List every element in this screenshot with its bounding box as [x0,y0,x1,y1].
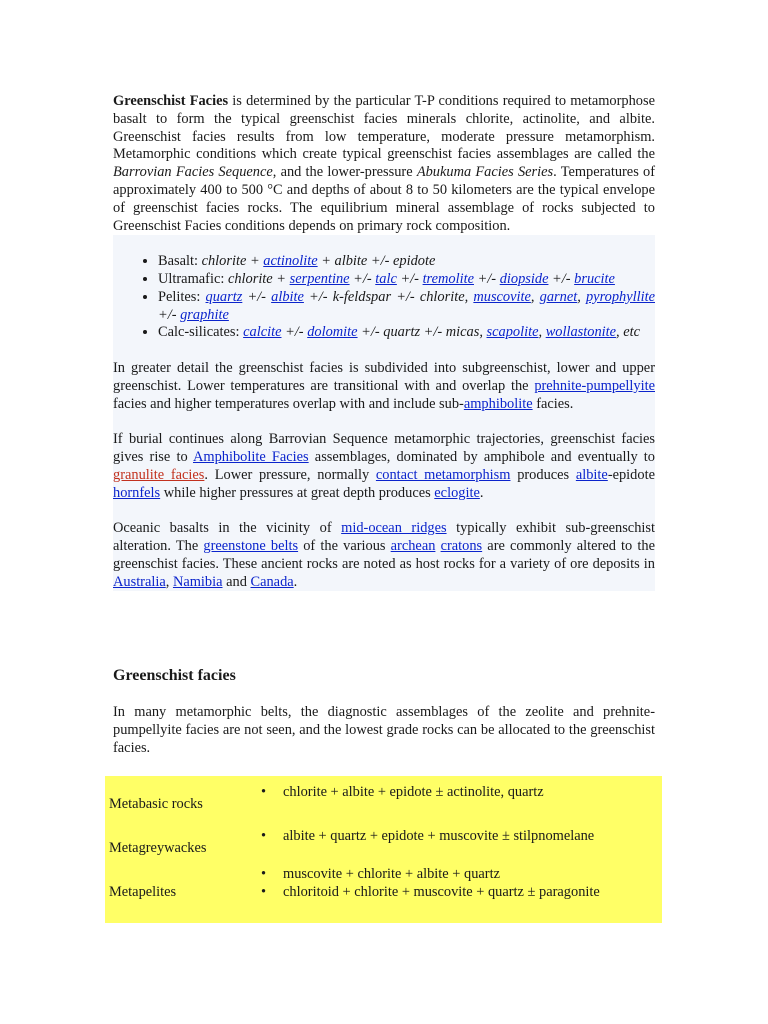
article-body [113,93,655,591]
oceanic-paragraph: Oceanic basalts in the vicinity of mid-ocean ridges typically exhibit sub-greenschist alteration. The greenstone belts of the various archean cratons are commonly altered to the greenschist facies. These ancient rocks are noted as host rocks for a variety of ore deposits in Australia, Namibia and Canada. [113,520,655,590]
link-cratons[interactable]: cratons [440,537,483,554]
list-item-ultramafic: • Ultramafic: chlorite + serpentine +/- talc +/- tremolite +/- diopside +/- brucite [158,271,655,289]
link-talc[interactable]: talc [375,270,397,287]
link-graphite[interactable]: graphite [180,306,229,323]
link-australia[interactable]: Australia [113,573,166,590]
facies-table [105,776,662,923]
link-diopside[interactable]: diopside [499,270,549,287]
link-garnet[interactable]: garnet [539,288,578,305]
list-item: • chlorite + albite + epidote ± actinolite, quartz [283,784,544,802]
link-actinolite[interactable]: actinolite [263,253,318,270]
link-quartz[interactable]: quartz [205,288,243,305]
burial-paragraph: If burial continues along Barrovian Sequence metamorphic trajectories, greenschist facies gives rise to Amphibolite Facies assemblages, dominated by amphibole and eventually to granulite facies. Lower pressure, normally contact metamorphism produces albite-epidote hornfels while higher pressures at great depth produces eclogite. [113,431,655,501]
list-item-pelites: • Pelites: quartz +/- albite +/- k-feldspar +/- chlorite, muscovite, garnet, pyrophyllite +/- graphite [158,289,655,325]
link-dolomite[interactable]: dolomite [307,324,358,341]
link-mid-ocean-ridges[interactable]: mid-ocean ridges [341,520,447,537]
link-tremolite[interactable]: tremolite [422,270,474,287]
link-serpentine[interactable]: serpentine [289,270,350,287]
section-heading: Greenschist facies [113,667,236,684]
row-label: Metabasic rocks [109,796,203,812]
row-items [283,866,600,902]
link-scapolite[interactable]: scapolite [486,324,539,341]
section-intro: In many metamorphic belts, the diagnostic assemblages of the zeolite and prehnite-pumpellyite facies are not seen, and the lowest grade rocks can be allocated to the greenschist facies. [113,704,655,756]
row-items [283,784,544,802]
link-hornfels[interactable]: hornfels [113,484,161,501]
shaded-section [113,235,655,591]
link-calcite[interactable]: calcite [243,324,282,341]
link-muscovite[interactable]: muscovite [473,288,531,305]
link-wollastonite[interactable]: wollastonite [545,324,617,341]
link-albite-2[interactable]: albite [575,466,608,483]
link-pyrophyllite[interactable]: pyrophyllite [585,288,655,305]
link-amphibolite-facies[interactable]: Amphibolite Facies [193,448,309,465]
intro-paragraph: Greenschist Facies is determined by the particular T-P conditions required to metamorphose basalt to form the typical greenschist facies minerals chlorite, actinolite, and albite. Greenschist facies results from low temperature, moderate pressure metamorphism. Metamorphic conditions which create typical greenschist facies assemblages are called the Barrovian Facies Sequence, and the lower-pressure Abukuma Facies Series. Temperatures of approximately 400 to 500 °C and depths of about 8 to 50 kilometers are the typical envelope of greenschist facies rocks. The equilibrium mineral assemblage of rocks subjected to Greenschist Facies conditions depends on primary rock composition. [113,93,656,234]
row-label: Metagreywackes [109,840,207,856]
link-amphibolite[interactable]: amphibolite [463,395,533,412]
list-item: • chloritoid + chlorite + muscovite + quartz ± paragonite [283,884,600,902]
link-archean[interactable]: archean [390,537,436,554]
list-item: • albite + quartz + epidote + muscovite ± stilpnomelane [283,828,594,846]
row-label: Metapelites [109,884,177,900]
list-item-calc-silicates: • Calc-silicates: calcite +/- dolomite +/- quartz +/- micas, scapolite, wollastonite, etc [158,324,655,342]
link-brucite[interactable]: brucite [574,270,615,287]
link-namibia[interactable]: Namibia [172,573,223,590]
link-albite[interactable]: albite [271,288,304,305]
link-contact-metamorphism[interactable]: contact metamorphism [375,466,511,483]
link-greenstone-belts[interactable]: greenstone belts [203,537,299,554]
intro-term: Greenschist Facies [113,93,229,109]
row-items [283,828,594,846]
subdivision-paragraph: In greater detail the greenschist facies is subdivided into subgreenschist, lower and upper greenschist. Lower temperatures are transitional with and overlap the prehnite-pumpellyite facies and higher temperatures overlap with and include sub-amphibolite facies. [113,359,655,412]
list-item-basalt: • Basalt: chlorite + actinolite + albite +/- epidote [158,253,655,271]
link-eclogite[interactable]: eclogite [434,484,480,501]
list-item: • muscovite + chlorite + albite + quartz [283,866,600,884]
link-canada[interactable]: Canada [250,573,294,590]
link-granulite-facies[interactable]: granulite facies [113,466,205,483]
mineral-list [113,253,655,342]
link-prehnite-pumpellyite[interactable]: prehnite-pumpellyite [534,377,655,394]
